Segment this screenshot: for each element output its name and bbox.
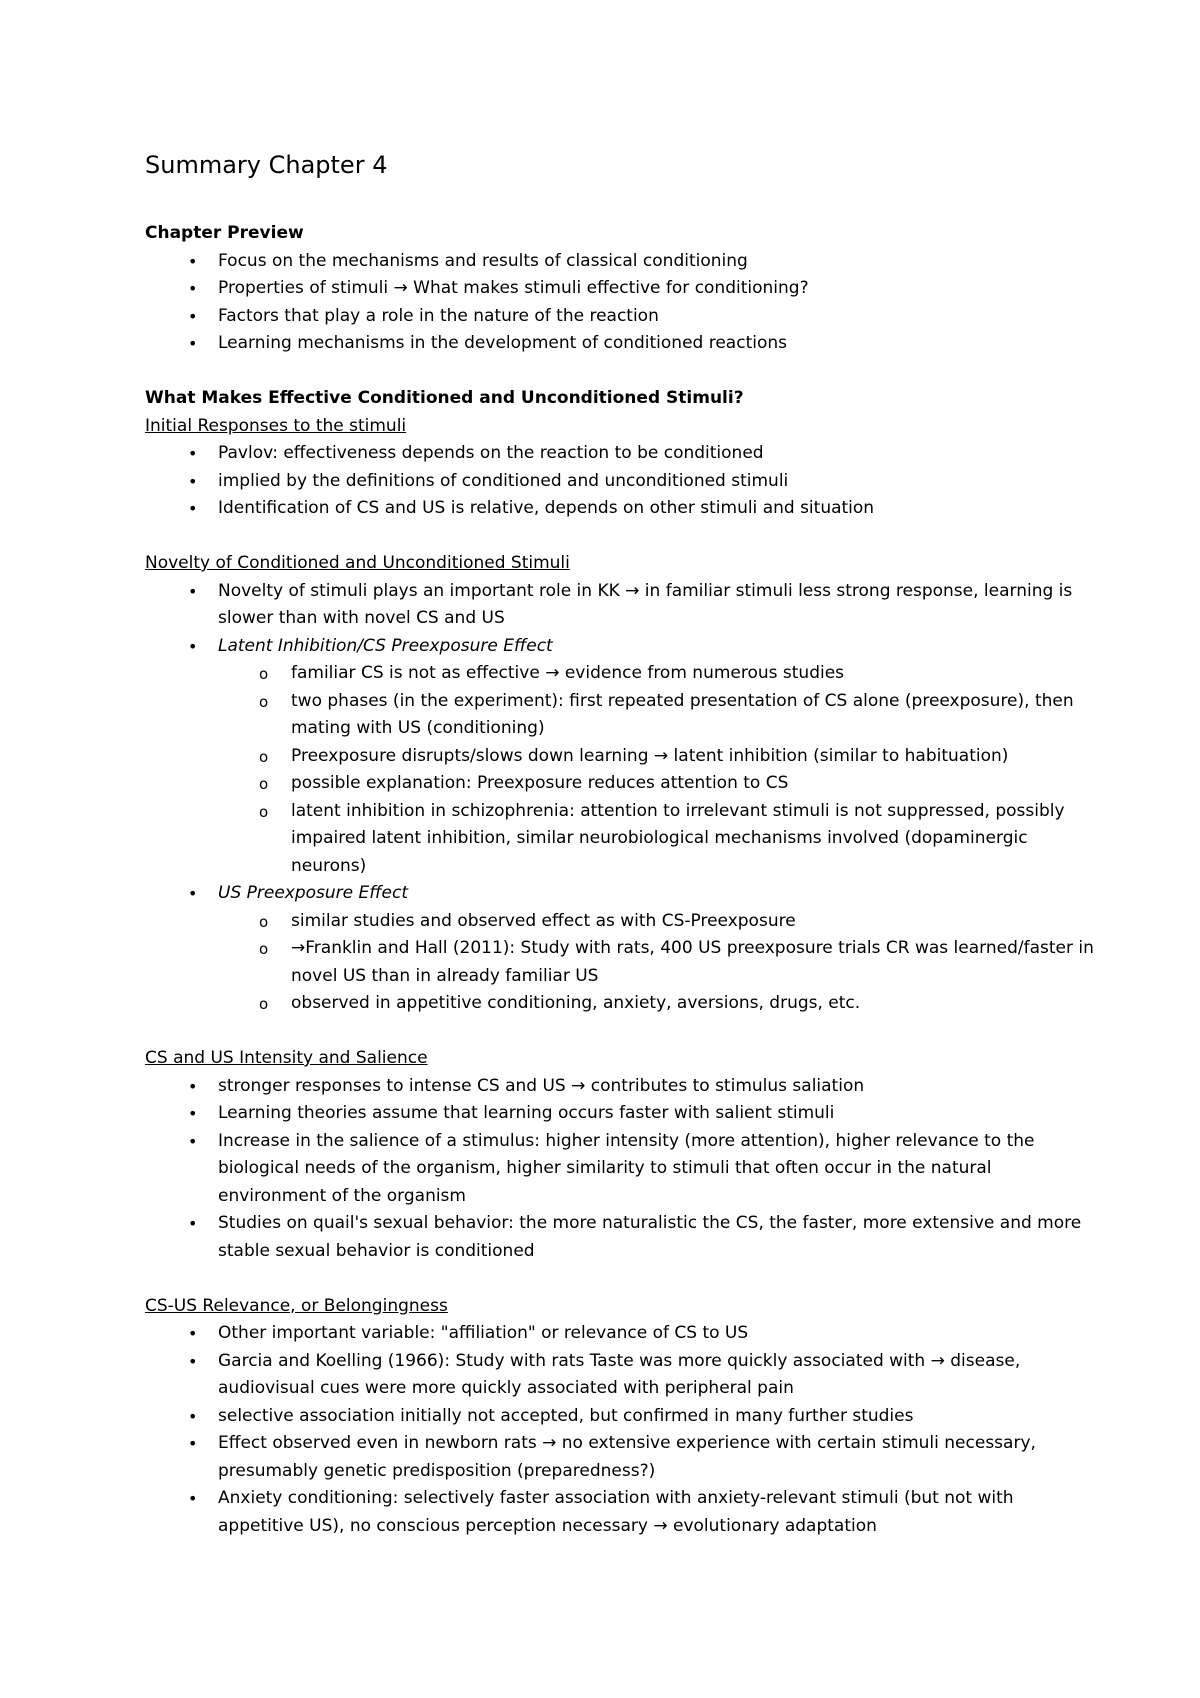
circle-bullet-icon: o — [259, 692, 269, 711]
list-item: • Effect observed even in newborn rats → no extensive experience with certain stimuli necessary, presumably genetic predisposition (preparedness?) — [145, 1430, 1095, 1485]
bullet-icon: • — [188, 444, 198, 463]
list-item: • Properties of stimuli → What makes stimuli effective for conditioning? — [145, 275, 1095, 303]
bullet-icon: • — [188, 581, 198, 601]
sub-list-item: o similar studies and observed effect as with CS-Preexposure — [218, 908, 1095, 936]
bullet-icon: • — [188, 636, 198, 656]
bullet-icon: • — [188, 1324, 198, 1343]
bullet-icon: • — [188, 1489, 198, 1508]
list-item: • Factors that play a role in the nature of the reaction — [145, 303, 1095, 331]
list-item: • Pavlov: effectiveness depends on the reaction to be conditioned — [145, 440, 1095, 468]
bullet-icon: • — [188, 1131, 198, 1151]
subheading-relevance: CS-US Relevance, or Belongingness — [145, 1295, 448, 1316]
list-item: • Other important variable: "affiliation" or relevance of CS to US — [145, 1320, 1095, 1348]
circle-bullet-icon: o — [259, 940, 269, 958]
list-item: • US Preexposure Effect o similar studies and observed effect as with CS-Preexposure o →Franklin and Hall (2011): Study with rats, 400 US preexposure trials CR was learned/faster in novel US than in already familiar US o observed in appetitive conditioning, anxiety, aversions, drugs, etc. — [145, 880, 1095, 1018]
bullet-icon: • — [188, 1406, 198, 1426]
list-item: • Anxiety conditioning: selectively faster association with anxiety-relevant stimuli (but not with appetitive US), no conscious perception necessary → evolutionary adaptation — [145, 1485, 1095, 1540]
bullet-icon: • — [188, 306, 198, 326]
circle-bullet-icon: o — [259, 995, 269, 1013]
list-item: • Studies on quail's sexual behavior: the more naturalistic the CS, the faster, more extensive and more stable sexual behavior is conditioned — [145, 1210, 1095, 1265]
document-title: Summary Chapter 4 — [145, 151, 388, 179]
list-item: • Increase in the salience of a stimulus: higher intensity (more attention), higher relevance to the biological needs of the organism, higher similarity to stimuli that often occur in the natural environment of the organism — [145, 1128, 1095, 1211]
bullet-icon: • — [188, 471, 198, 491]
latent-inhibition-list — [218, 660, 1095, 880]
initial-list — [145, 440, 1095, 523]
subheading-novelty: Novelty of Conditioned and Unconditioned Stimuli — [145, 553, 570, 573]
section-heading-effective: What Makes Effective Conditioned and Unconditioned Stimuli? — [145, 388, 744, 408]
list-item: • Novelty of stimuli plays an important role in KK → in familiar stimuli less strong response, learning is slower than with novel CS and US — [145, 578, 1095, 633]
intensity-list — [145, 1073, 1095, 1266]
bullet-icon: • — [188, 1076, 198, 1096]
sub-list-item: o familiar CS is not as effective → evidence from numerous studies — [218, 660, 1095, 688]
circle-bullet-icon: o — [259, 775, 269, 793]
bullet-icon: • — [188, 251, 198, 271]
list-item: • Learning theories assume that learning occurs faster with salient stimuli — [145, 1100, 1095, 1128]
circle-bullet-icon: o — [259, 802, 269, 821]
sub-list-item: o two phases (in the experiment): first repeated presentation of CS alone (preexposure), then mating with US (conditioning) — [259, 690, 1074, 738]
relevance-list — [145, 1320, 1095, 1540]
sub-list-item: o latent inhibition in schizophrenia: attention to irrelevant stimuli is not suppressed, possibly impaired latent inhibition, similar neurobiological mechanisms involved (dopaminergic neurons) — [259, 800, 1065, 876]
us-preexposure-list — [218, 908, 1095, 1018]
bullet-icon: • — [188, 1434, 198, 1453]
list-item: • Focus on the mechanisms and results of classical conditioning — [145, 248, 1095, 276]
bullet-icon: • — [188, 884, 198, 903]
bullet-icon: • — [188, 1104, 198, 1123]
sub-list-item: o Preexposure disrupts/slows down learning → latent inhibition (similar to habituation) — [218, 743, 1095, 771]
circle-bullet-icon: o — [259, 665, 269, 683]
list-item: • stronger responses to intense CS and US → contributes to stimulus saliation — [145, 1073, 1095, 1101]
list-item: • Learning mechanisms in the development of conditioned reactions — [145, 330, 1095, 358]
bullet-icon: • — [188, 1351, 198, 1371]
circle-bullet-icon: o — [259, 912, 269, 931]
list-item: • Garcia and Koelling (1966): Study with rats Taste was more quickly associated with → disease, audiovisual cues were more quickly associated with peripheral pain — [145, 1348, 1095, 1403]
list-item: • Latent Inhibition/CS Preexposure Effect o familiar CS is not as effective → evidence from numerous studies o two phases (in the experiment): first repeated presentation of CS alone (preexposure), then mating with US (conditioning) o Preexposure disrupts/slows down learning → latent inhibition (similar to habituation) o possible explanation: Preexposure reduces attention to CS o latent inhibition in schizophrenia: attention to irrelevant stimuli is not suppressed, possibly impaired latent inhibition, similar neurobiological mechanisms involved (dopaminergic neurons) — [145, 633, 1095, 881]
subheading-initial: Initial Responses to the stimuli — [145, 415, 407, 436]
list-item: • implied by the definitions of conditioned and unconditioned stimuli — [145, 468, 1095, 496]
sub-list-item: o possible explanation: Preexposure reduces attention to CS — [218, 770, 1095, 798]
novelty-list — [145, 578, 1095, 1018]
bullet-icon: • — [188, 334, 198, 353]
bullet-icon: • — [188, 1214, 198, 1233]
circle-bullet-icon: o — [259, 747, 269, 766]
section-heading-preview: Chapter Preview — [145, 223, 304, 243]
bullet-icon: • — [188, 279, 198, 298]
bullet-icon: • — [188, 499, 198, 518]
list-item: • Identification of CS and US is relative, depends on other stimuli and situation — [145, 495, 1095, 523]
preview-list — [145, 248, 1095, 358]
document-content — [145, 150, 1095, 1540]
subheading-intensity: CS and US Intensity and Salience — [145, 1048, 428, 1068]
list-item: • selective association initially not accepted, but confirmed in many further studies — [145, 1403, 1095, 1431]
sub-list-item: o observed in appetitive conditioning, anxiety, aversions, drugs, etc. — [218, 990, 1095, 1018]
sub-list-item: o →Franklin and Hall (2011): Study with rats, 400 US preexposure trials CR was learned/faster in novel US than in already familiar US — [259, 938, 1094, 986]
